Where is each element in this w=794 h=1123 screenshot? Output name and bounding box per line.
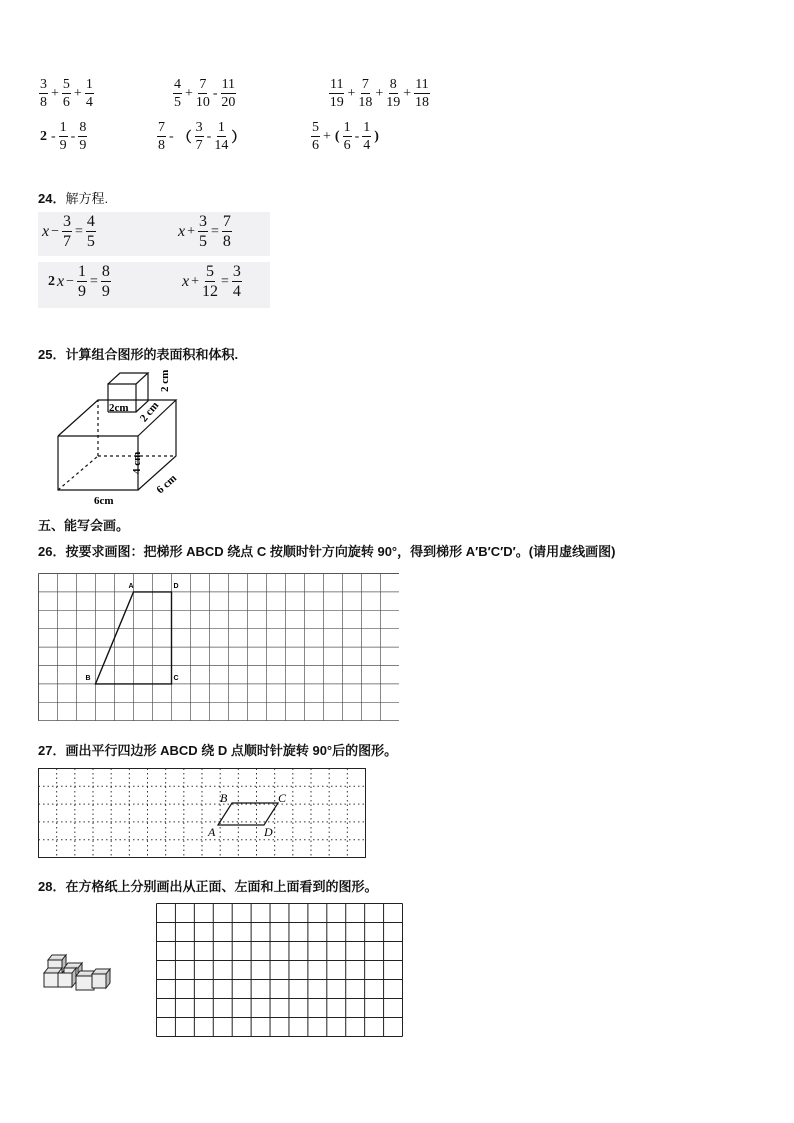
- denominator: 6: [62, 95, 70, 110]
- point-label-b: B: [85, 674, 91, 682]
- fraction: [414, 78, 429, 110]
- fraction: [157, 121, 166, 153]
- numerator: 5: [312, 120, 319, 135]
- denominator: 18: [358, 95, 373, 110]
- numerator: 5: [62, 77, 70, 92]
- denominator: 7: [195, 138, 203, 153]
- label-big-depth: 6 cm: [154, 472, 180, 497]
- equation: [182, 264, 243, 300]
- numerator: 3: [63, 213, 72, 230]
- denominator: 8: [158, 138, 165, 153]
- fraction: [311, 121, 320, 153]
- denominator: 8: [40, 95, 47, 110]
- fraction: [77, 264, 87, 300]
- denominator: 10: [195, 95, 210, 110]
- point-label-c: C: [278, 791, 287, 805]
- operator: +: [375, 86, 384, 101]
- denominator: 9: [78, 283, 87, 300]
- operator: -: [70, 129, 76, 144]
- point-label-b: B: [220, 791, 228, 805]
- fraction: [386, 78, 400, 110]
- fraction: [101, 264, 111, 300]
- calc-expression: [156, 121, 247, 153]
- denominator: 5: [86, 233, 95, 250]
- fraction: [196, 78, 210, 110]
- label-small-height: 2 cm: [159, 369, 171, 392]
- point-label-c: C: [173, 674, 179, 682]
- grid-q26: [38, 573, 399, 721]
- q27-number: 27．: [38, 743, 66, 758]
- label-big-width: 6cm: [94, 495, 114, 507]
- operator: +: [191, 274, 200, 289]
- numerator: 1: [59, 120, 67, 135]
- numerator: 4: [86, 213, 95, 230]
- calc-expression: [328, 78, 431, 110]
- equation: [178, 214, 233, 250]
- operator: +: [323, 129, 331, 144]
- operator: +: [403, 86, 412, 101]
- composite-solid-figure: [40, 364, 200, 510]
- numerator: 11: [415, 77, 429, 92]
- fraction: [343, 121, 352, 153]
- grid-q28: [156, 903, 404, 1038]
- fraction: [195, 121, 204, 153]
- numerator: 1: [85, 77, 93, 92]
- denominator: 18: [414, 95, 429, 110]
- numerator: 7: [199, 77, 207, 92]
- q27-heading: [38, 740, 397, 759]
- denominator: 6: [343, 138, 351, 153]
- operator: =: [90, 274, 98, 289]
- point-label-d: D: [173, 582, 179, 590]
- numerator: 8: [101, 263, 110, 280]
- fraction: [39, 78, 48, 110]
- numerator: 8: [79, 120, 87, 135]
- q25-heading: [38, 344, 238, 363]
- point-label-d: D: [264, 825, 273, 839]
- operator: +: [51, 86, 59, 101]
- fraction: [214, 121, 228, 153]
- fraction: [62, 214, 72, 250]
- denominator: 5: [174, 95, 181, 110]
- fraction: [362, 121, 371, 153]
- calc-expression: [38, 121, 88, 153]
- numerator: 3: [40, 77, 47, 92]
- fraction: [59, 121, 68, 153]
- fraction: [329, 78, 344, 110]
- operator: 2: [48, 274, 55, 289]
- operator: +: [347, 86, 356, 101]
- numerator: 1: [343, 120, 351, 135]
- denominator: 9: [79, 138, 87, 153]
- q28-title: 在方格纸上分别画出从正面、左面和上面看到的图形。: [65, 879, 378, 894]
- calc-expression: [38, 78, 95, 110]
- variable: x: [182, 273, 190, 290]
- numerator: 7: [222, 213, 231, 230]
- q26-title: 按要求画图：把梯形 ABCD 绕点 C 按顺时针方向旋转 90°，得到梯形 A′B′C′D′。(请用虚线画图): [65, 544, 616, 559]
- denominator: 7: [63, 233, 72, 250]
- calc-expression: [172, 78, 237, 110]
- q24-title: 解方程.: [65, 191, 109, 206]
- dotted-grid-q27: [38, 768, 366, 858]
- numerator: 3: [232, 263, 241, 280]
- label-small-width: 2cm: [109, 402, 129, 414]
- point-label-a: A: [208, 825, 216, 839]
- numerator: 1: [78, 263, 87, 280]
- fraction: [232, 264, 242, 300]
- cubes-figure: [40, 952, 120, 998]
- calc-expression: [310, 121, 381, 153]
- q25-number: 25．: [38, 347, 66, 362]
- denominator: 4: [232, 283, 241, 300]
- operator: （: [177, 131, 192, 146]
- label-small-depth: 2 cm: [137, 399, 162, 425]
- operator: 2: [40, 129, 47, 144]
- denominator: 19: [386, 95, 401, 110]
- equation: [46, 264, 112, 300]
- denominator: 4: [85, 95, 93, 110]
- denominator: 8: [222, 233, 231, 250]
- variable: x: [57, 273, 65, 290]
- operator: -: [354, 129, 360, 144]
- operator: (: [334, 129, 340, 144]
- operator: -: [206, 129, 212, 144]
- denominator: 5: [199, 233, 208, 250]
- q24-number: 24．: [38, 191, 66, 206]
- section-5-title-text: 五、能写会画。: [38, 518, 130, 533]
- section-5-title: [38, 515, 129, 534]
- fraction: [202, 264, 218, 300]
- q28-number: 28．: [38, 879, 66, 894]
- q25-title: 计算组合图形的表面积和体积.: [65, 347, 239, 362]
- q28-heading: [38, 876, 377, 895]
- denominator: 14: [214, 138, 229, 153]
- numerator: 1: [363, 120, 371, 135]
- denominator: 9: [59, 138, 67, 153]
- operator: −: [51, 224, 60, 239]
- fraction: [222, 214, 232, 250]
- q24-heading: [38, 188, 108, 207]
- fraction: [221, 78, 236, 110]
- fraction: [358, 78, 372, 110]
- equation: [42, 214, 97, 250]
- operator: ）: [231, 131, 246, 146]
- operator: −: [66, 274, 75, 289]
- denominator: 4: [363, 138, 371, 153]
- denominator: 19: [329, 95, 344, 110]
- operator: ): [374, 129, 379, 144]
- denominator: 6: [312, 138, 319, 153]
- operator: -: [51, 129, 56, 144]
- numerator: 3: [195, 120, 203, 135]
- operator: +: [73, 86, 82, 101]
- denominator: 20: [221, 95, 236, 110]
- operator: -: [212, 86, 218, 101]
- numerator: 1: [217, 120, 225, 135]
- numerator: 11: [221, 77, 236, 92]
- numerator: 5: [206, 263, 215, 280]
- numerator: 3: [199, 213, 208, 230]
- variable: x: [178, 223, 186, 240]
- q26-heading: [38, 541, 615, 560]
- q26-number: 26．: [38, 544, 66, 559]
- operator: +: [185, 86, 193, 101]
- operator: =: [221, 274, 229, 289]
- q27-title: 画出平行四边形 ABCD 绕 D 点顺时针旋转 90°后的图形。: [65, 743, 398, 758]
- operator: +: [187, 224, 196, 239]
- numerator: 4: [174, 77, 181, 92]
- fraction: [62, 78, 71, 110]
- fraction: [78, 121, 87, 153]
- operator: -: [169, 129, 174, 144]
- fraction: [85, 78, 94, 110]
- numerator: 11: [330, 77, 344, 92]
- point-label-a: A: [128, 582, 134, 590]
- denominator: 9: [101, 283, 110, 300]
- fraction: [198, 214, 208, 250]
- fraction: [173, 78, 182, 110]
- variable: x: [42, 223, 50, 240]
- operator: =: [75, 224, 83, 239]
- label-big-height: 4 cm: [131, 451, 143, 474]
- numerator: 8: [389, 77, 397, 92]
- numerator: 7: [158, 120, 165, 135]
- fraction: [86, 214, 96, 250]
- numerator: 7: [361, 77, 369, 92]
- denominator: 12: [202, 283, 219, 300]
- operator: =: [211, 224, 219, 239]
